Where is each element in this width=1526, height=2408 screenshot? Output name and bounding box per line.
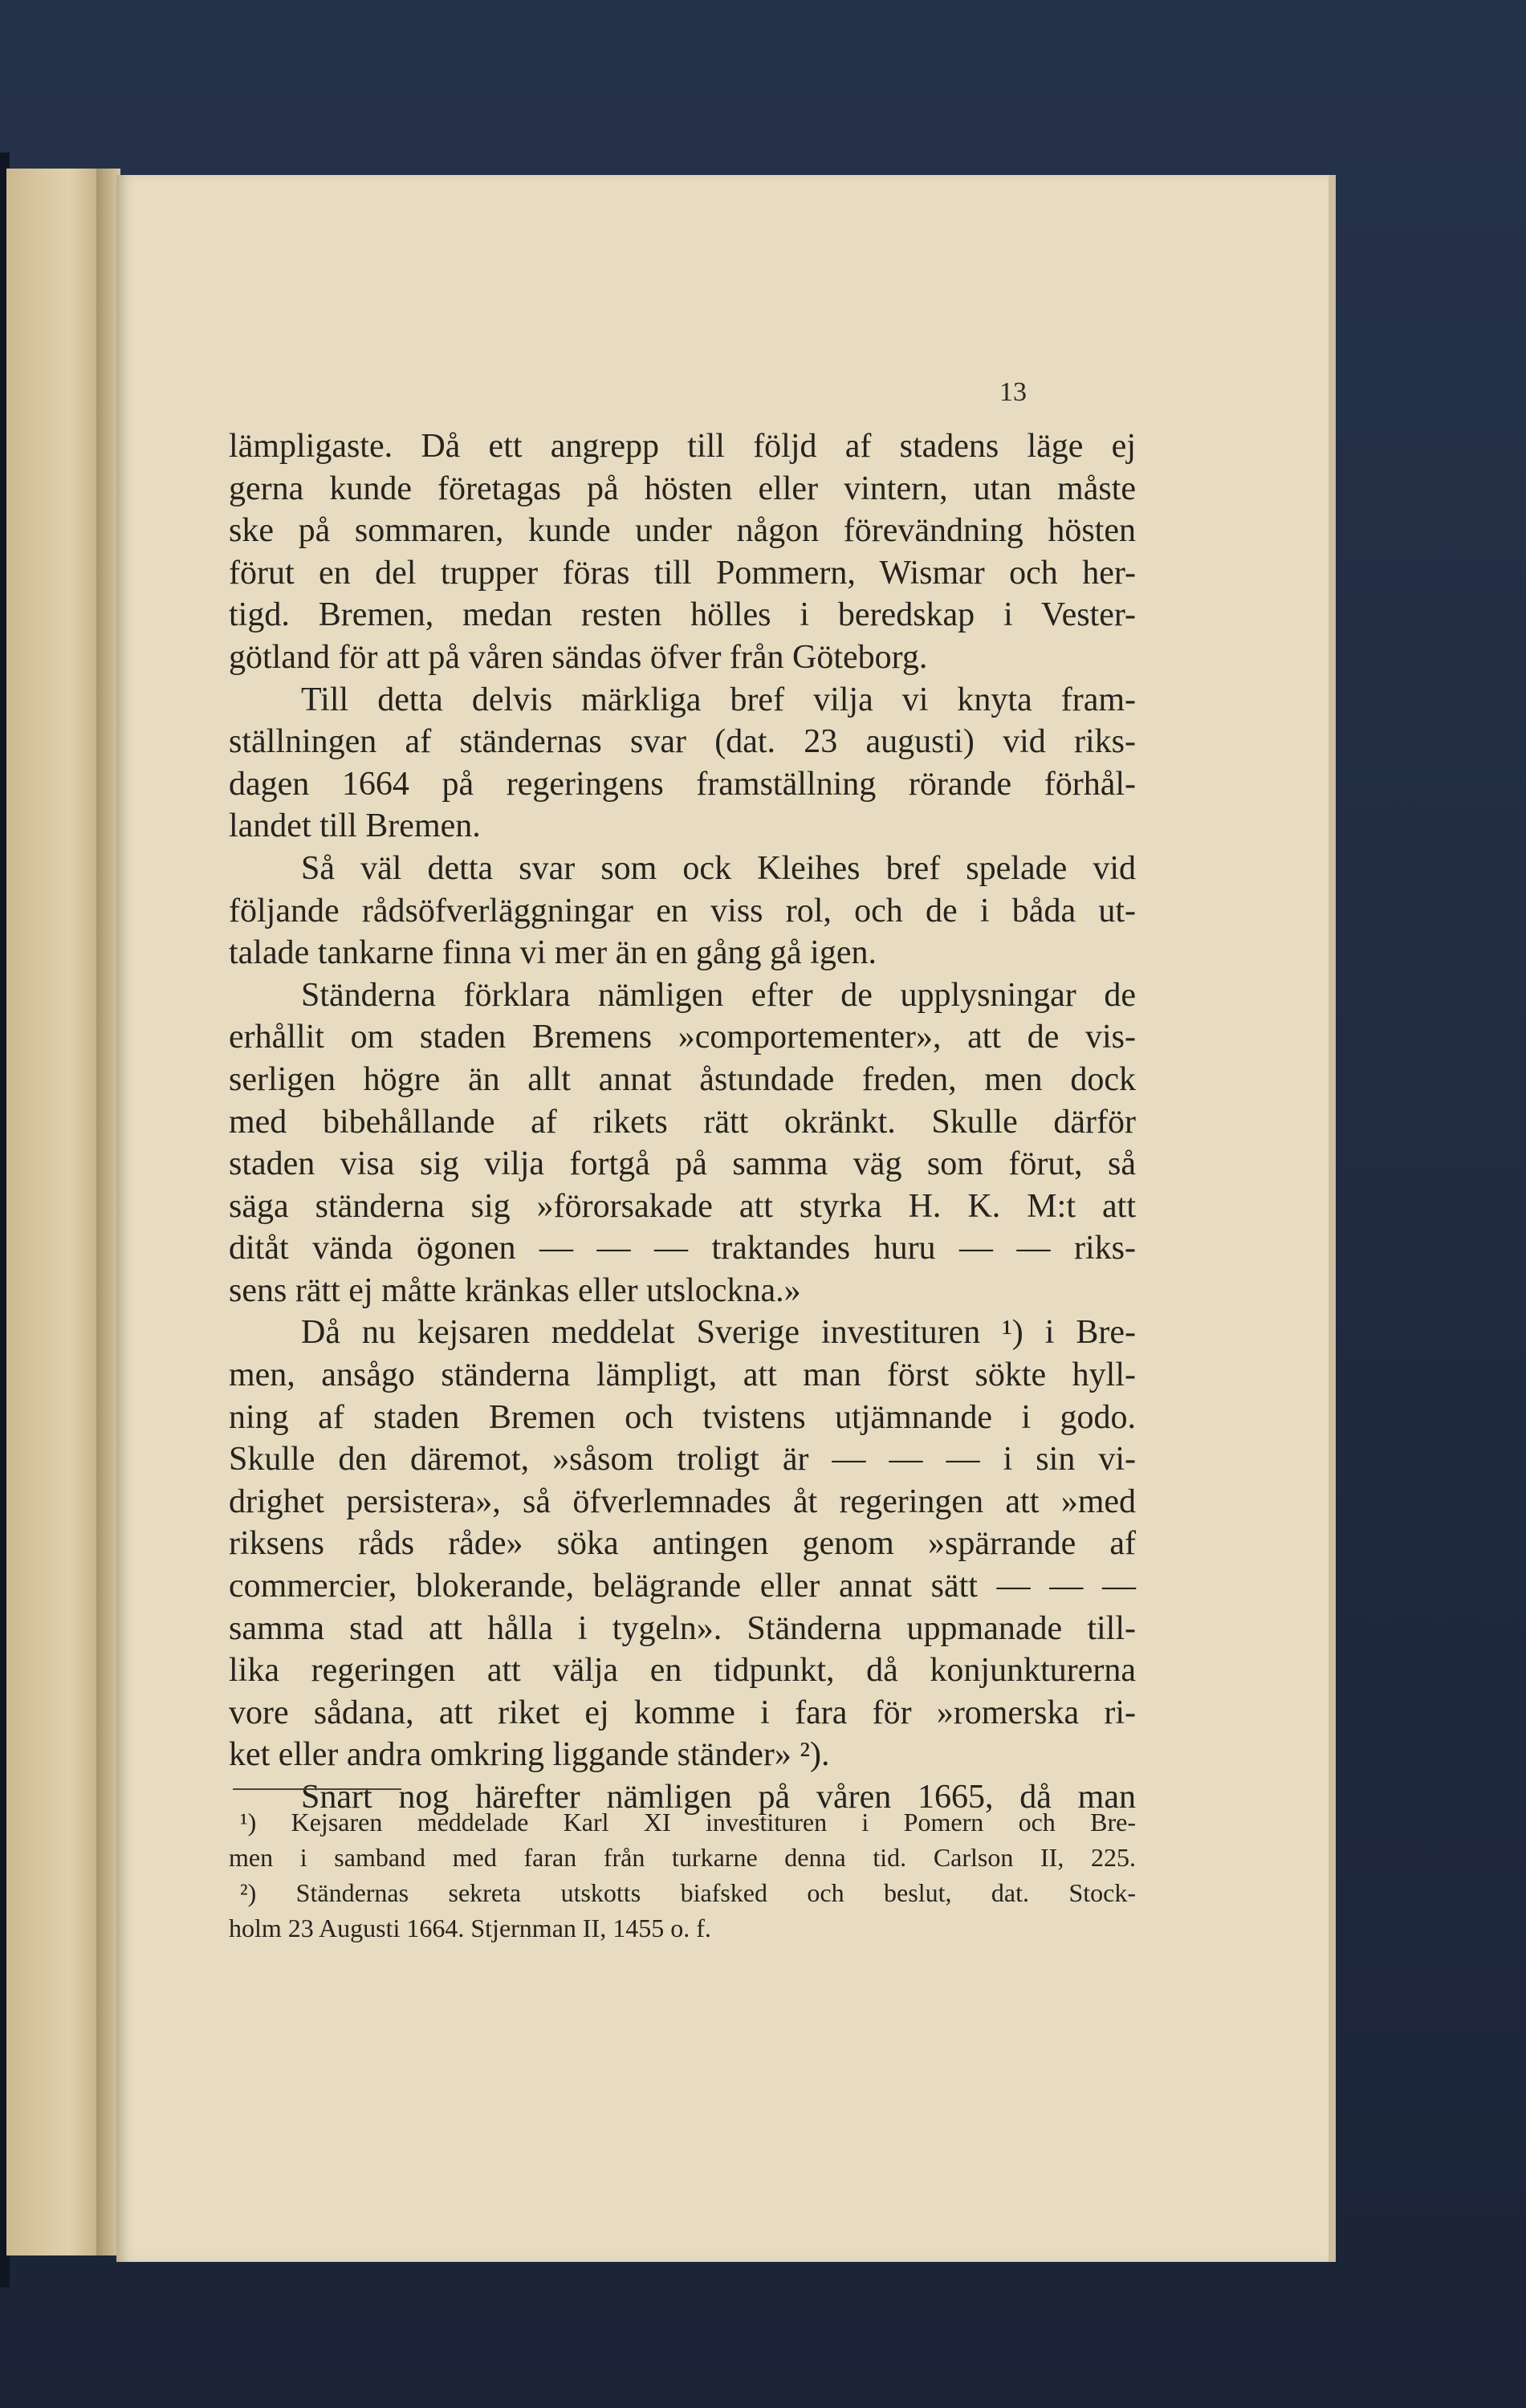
body-line: följande rådsöfverläggningar en viss rol, och de i båda ut- — [229, 892, 1136, 929]
body-line: Till detta delvis märkliga bref vilja vi knyta fram- — [301, 681, 1136, 718]
body-line: talade tankarne finna vi mer än en gång gå igen. — [229, 934, 877, 972]
body-line: ket eller andra omkring liggande ständer» ²). — [229, 1736, 830, 1774]
facing-page-edge — [6, 169, 96, 2255]
body-line: serligen högre än allt annat åstundade freden, men dock — [229, 1060, 1136, 1098]
body-line: tigd. Bremen, medan resten hölles i beredskap i Vester- — [229, 596, 1136, 634]
body-line: sens rätt ej måtte kränkas eller utslockna.» — [229, 1271, 801, 1309]
footnote-line: holm 23 Augusti 1664. Stjernman II, 1455 o. f. — [229, 1914, 711, 1942]
body-line: med bibehållande af rikets rätt okränkt. Skulle därför — [229, 1103, 1136, 1141]
body-line: Skulle den däremot, »såsom troligt är — — — i sin vi- — [229, 1441, 1136, 1479]
page-fore-edge — [1329, 175, 1336, 2262]
body-line: erhållit om staden Bremens »comportementer», att de vis- — [229, 1019, 1136, 1056]
footnote-line: ²) Ständernas sekreta utskotts biafsked och beslut, dat. Stock- — [240, 1878, 1136, 1907]
body-line: samma stad att hålla i tygeln». Ständerna uppmanade till- — [229, 1609, 1136, 1647]
body-line: dagen 1664 på regeringens framställning rörande förhål- — [229, 765, 1136, 803]
body-line: riksens råds råde» söka antingen genom »spärrande af — [229, 1525, 1136, 1563]
body-line: vore sådana, att riket ej komme i fara för »romerska ri- — [229, 1694, 1136, 1731]
body-line: ställningen af ständernas svar (dat. 23 augusti) vid riks- — [229, 723, 1136, 761]
body-line: säga ständerna sig »förorsakade att styrka H. K. M:t att — [229, 1187, 1136, 1225]
body-line: Ständerna förklara nämligen efter de upplysningar de — [301, 976, 1136, 1014]
body-line: Snart nog härefter nämligen på våren 1665, då man — [301, 1779, 1136, 1816]
footnotes — [229, 1804, 1136, 1946]
body-line: förut en del trupper föras till Pommern, Wismar och her- — [229, 554, 1136, 592]
body-line: ditåt vända ögonen — — — traktandes huru — — riks- — [229, 1230, 1136, 1267]
body-line: ske på sommaren, kunde under någon förevändning hösten — [229, 512, 1136, 550]
body-line: lika regeringen att välja en tidpunkt, då konjunkturerna — [229, 1652, 1136, 1690]
body-line: staden visa sig vilja fortgå på samma väg som förut, så — [229, 1145, 1136, 1183]
footnote-line: men i samband med faran från turkarne denna tid. Carlson II, 225. — [229, 1843, 1136, 1872]
body-line: ning af staden Bremen och tvistens utjämnande i godo. — [229, 1398, 1136, 1436]
body-line: Då nu kejsaren meddelat Sverige investituren ¹) i Bre- — [301, 1314, 1136, 1352]
body-line: Så väl detta svar som ock Kleihes bref spelade vid — [301, 849, 1136, 887]
body-line: landet till Bremen. — [229, 807, 481, 845]
body-line: lämpligaste. Då ett angrepp till följd af stadens läge ej — [229, 428, 1136, 465]
body-line: commercier, blokerande, belägrande eller annat sätt — — — — [229, 1568, 1136, 1605]
body-line: drighet persistera», så öfverlemnades åt regeringen att »med — [229, 1483, 1136, 1520]
body-line: götland för att på våren sändas öfver från Göteborg. — [229, 638, 928, 676]
footnote-separator — [233, 1788, 401, 1790]
footnote-line: ¹) Kejsaren meddelade Karl XI investituren i Pomern och Bre- — [240, 1808, 1136, 1837]
body-line: men, ansågo ständerna lämpligt, att man först sökte hyll- — [229, 1357, 1136, 1394]
page-number: 13 — [999, 377, 1027, 407]
body-line: gerna kunde företagas på hösten eller vintern, utan måste — [229, 470, 1136, 507]
body-text — [229, 425, 1136, 1819]
